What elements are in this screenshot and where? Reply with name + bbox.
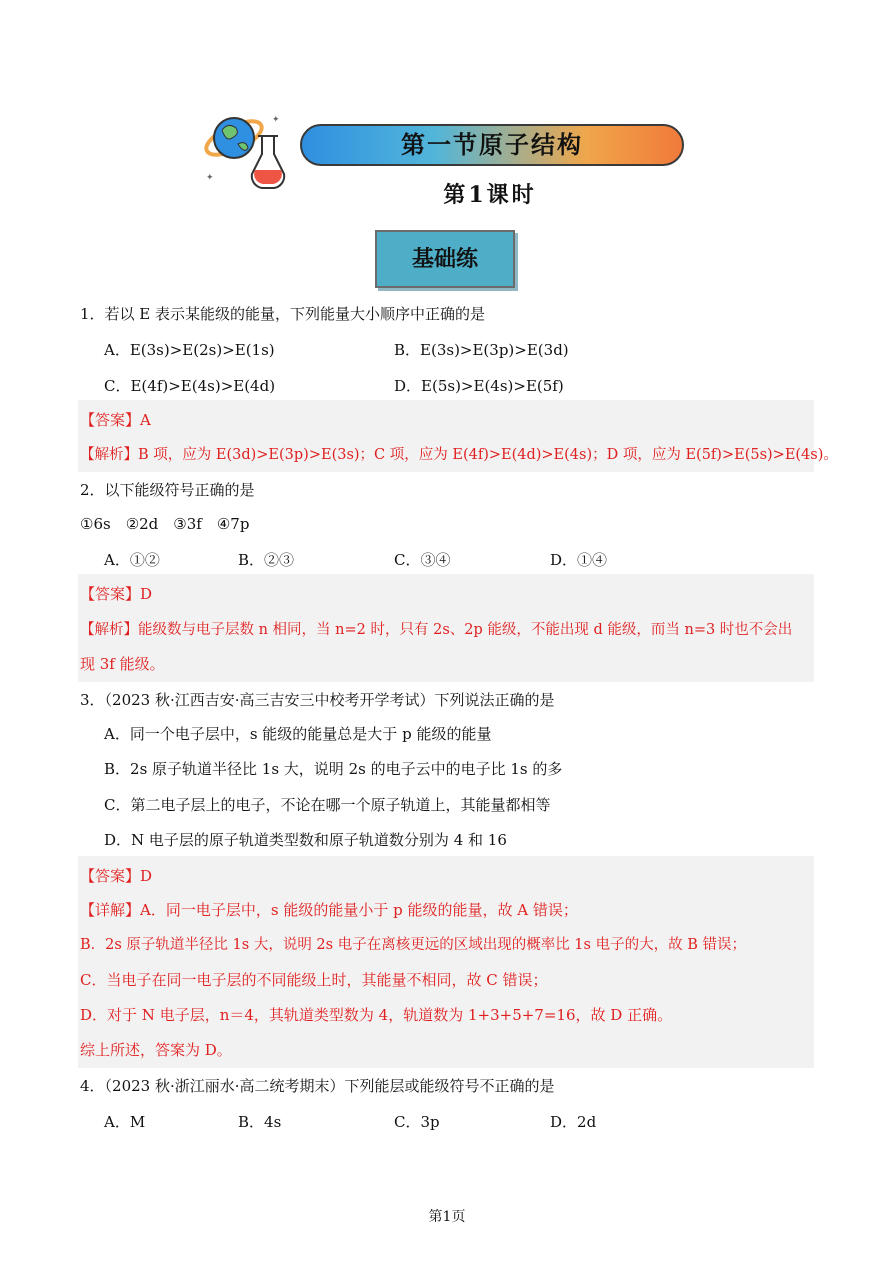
q3-detail-c: C．当电子在同一电子层的不同能级上时，其能量不相同，故 C 错误； bbox=[80, 971, 548, 989]
globe-flask-icon bbox=[200, 108, 292, 190]
q4-option-a: A．M bbox=[104, 1113, 146, 1131]
q3-detail-a: 【详解】A．同一电子层中，s 能级的能量小于 p 能级的能量，故 A 错误； bbox=[80, 901, 578, 919]
q2-option-b: B．②③ bbox=[238, 551, 295, 569]
q1-analysis: 【解析】B 项，应为 E(3d)>E(3p)>E(3s)；C 项，应为 E(4f)>E(4d)>E(4s)；D 项，应为 E(5f)>E(5s)>E(4s)。 bbox=[80, 447, 838, 463]
svg-text:✦: ✦ bbox=[206, 173, 214, 183]
q1-answer: 【答案】A bbox=[80, 411, 151, 429]
q2-analysis: 【解析】能级数与电子层数 n 相同，当 n=2 时，只有 2s、2p 能级，不能出现 d 能级，而当 n=3 时也不会出 bbox=[80, 622, 793, 638]
q2-stem: 2．以下能级符号正确的是 bbox=[80, 481, 255, 499]
q2-answer: 【答案】D bbox=[80, 585, 153, 603]
q3-detail-d: D．对于 N 电子层，n＝4，其轨道类型数为 4，轨道数为 1+3+5+7=16，故 D 正确。 bbox=[80, 1006, 673, 1024]
q3-option-c: C．第二电子层上的电子，不论在哪一个原子轨道上，其能量都相等 bbox=[104, 796, 551, 814]
q4-option-b: B．4s bbox=[238, 1113, 282, 1131]
page-number: 第1页 bbox=[428, 1209, 466, 1225]
section-label: 基础练 bbox=[375, 230, 515, 288]
q3-option-a: A．同一个电子层中，s 能级的能量总是大于 p 能级的能量 bbox=[104, 725, 492, 743]
svg-text:✦: ✦ bbox=[272, 115, 280, 125]
q2-items: ①6s ②2d ③3f ④7p bbox=[80, 515, 250, 533]
page-subtitle: 第1课时 bbox=[443, 182, 537, 208]
q2-analysis-cont: 现 3f 能级。 bbox=[80, 655, 165, 673]
q1-stem: 1．若以 E 表示某能级的能量，下列能量大小顺序中正确的是 bbox=[80, 305, 486, 323]
q2-option-c: C．③④ bbox=[394, 551, 451, 569]
q2-option-a: A．①② bbox=[104, 551, 160, 569]
q1-option-c: C．E(4f)>E(4s)>E(4d) bbox=[104, 377, 276, 395]
q3-detail-b: B．2s 原子轨道半径比 1s 大，说明 2s 电子在离核更远的区域出现的概率比 1s 电子的大，故 B 错误； bbox=[80, 937, 746, 953]
q3-option-b: B．2s 原子轨道半径比 1s 大，说明 2s 的电子云中的电子比 1s 的多 bbox=[104, 760, 563, 778]
q4-option-d: D．2d bbox=[550, 1113, 597, 1131]
q1-option-b: B．E(3s)>E(3p)>E(3d) bbox=[394, 341, 569, 359]
q3-answer-block bbox=[78, 856, 814, 1068]
q4-option-c: C．3p bbox=[394, 1113, 440, 1131]
q3-option-d: D．N 电子层的原子轨道类型数和原子轨道数分别为 4 和 16 bbox=[104, 831, 507, 849]
q1-option-a: A．E(3s)>E(2s)>E(1s) bbox=[104, 341, 275, 359]
q2-option-d: D．①④ bbox=[550, 551, 608, 569]
q4-stem: 4．（2023 秋·浙江丽水·高二统考期末）下列能层或能级符号不正确的是 bbox=[80, 1077, 555, 1095]
q3-stem: 3．（2023 秋·江西吉安·高三吉安三中校考开学考试）下列说法正确的是 bbox=[80, 691, 555, 709]
page-title: 第一节原子结构 bbox=[401, 130, 583, 159]
q3-summary: 综上所述，答案为 D。 bbox=[80, 1041, 232, 1059]
q1-option-d: D．E(5s)>E(4s)>E(5f) bbox=[394, 377, 564, 395]
q3-answer: 【答案】D bbox=[80, 867, 153, 885]
